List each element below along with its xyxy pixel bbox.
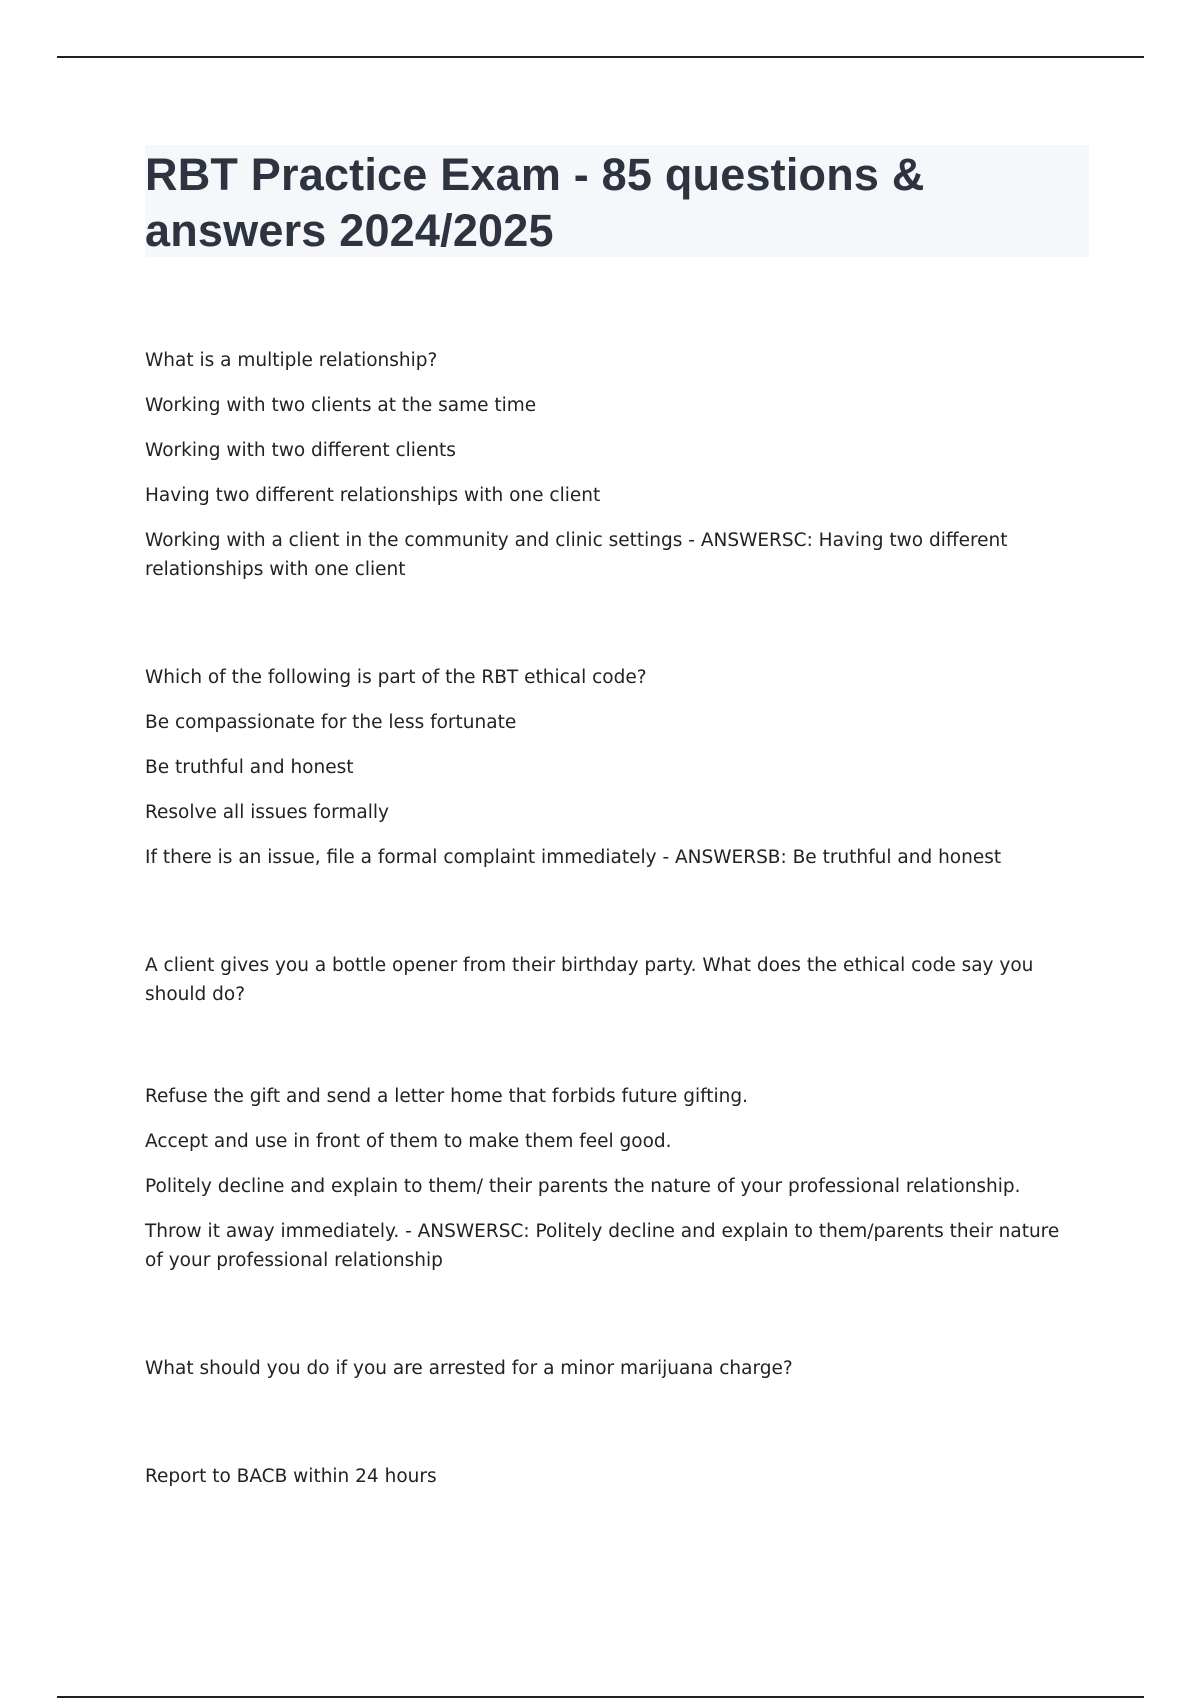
answer-option: Be compassionate for the less fortunate (145, 712, 517, 733)
spacer (145, 1291, 1075, 1354)
answer-option: Working with a client in the community and clinic settings - ANSWERSC: Having two different relationships with one client (145, 530, 1008, 580)
question-block (145, 663, 1075, 872)
title-banner (145, 145, 1089, 257)
question-block (145, 951, 1075, 1275)
answer-option: Working with two different clients (145, 440, 456, 461)
answer-option: If there is an issue, file a formal complaint immediately - ANSWERSB: Be truthful and honest (145, 847, 1002, 868)
answer-option: Refuse the gift and send a letter home that forbids future gifting. (145, 1086, 749, 1107)
bottom-rule (57, 1696, 1144, 1698)
question-text: What should you do if you are arrested for a minor marijuana charge? (145, 1358, 793, 1379)
answer-option: Resolve all issues formally (145, 802, 389, 823)
answer-option: Politely decline and explain to them/ their parents the nature of your professional relationship. (145, 1176, 1021, 1197)
spacer (145, 600, 1075, 663)
question-text: Which of the following is part of the RBT ethical code? (145, 667, 647, 688)
question-block (145, 346, 1075, 584)
answer-option: Working with two clients at the same time (145, 395, 537, 416)
spacer (145, 1399, 1075, 1462)
answer-option: Having two different relationships with one client (145, 485, 601, 506)
question-text: What is a multiple relationship? (145, 350, 438, 371)
question-text: A client gives you a bottle opener from their birthday party. What does the ethical code say you should do? (145, 955, 1034, 1005)
document-title: RBT Practice Exam - 85 questions & answers 2024/2025 (145, 149, 925, 256)
document-body (145, 346, 1075, 1507)
answer-option: Be truthful and honest (145, 757, 354, 778)
top-rule (57, 56, 1144, 58)
spacer (145, 1025, 1075, 1082)
question-block (145, 1354, 1075, 1491)
answer-option: Throw it away immediately. - ANSWERSC: Politely decline and explain to them/parents their nature of your professional relationship (145, 1221, 1060, 1271)
answer-option: Report to BACB within 24 hours (145, 1466, 437, 1487)
spacer (145, 888, 1075, 951)
answer-option: Accept and use in front of them to make them feel good. (145, 1131, 672, 1152)
